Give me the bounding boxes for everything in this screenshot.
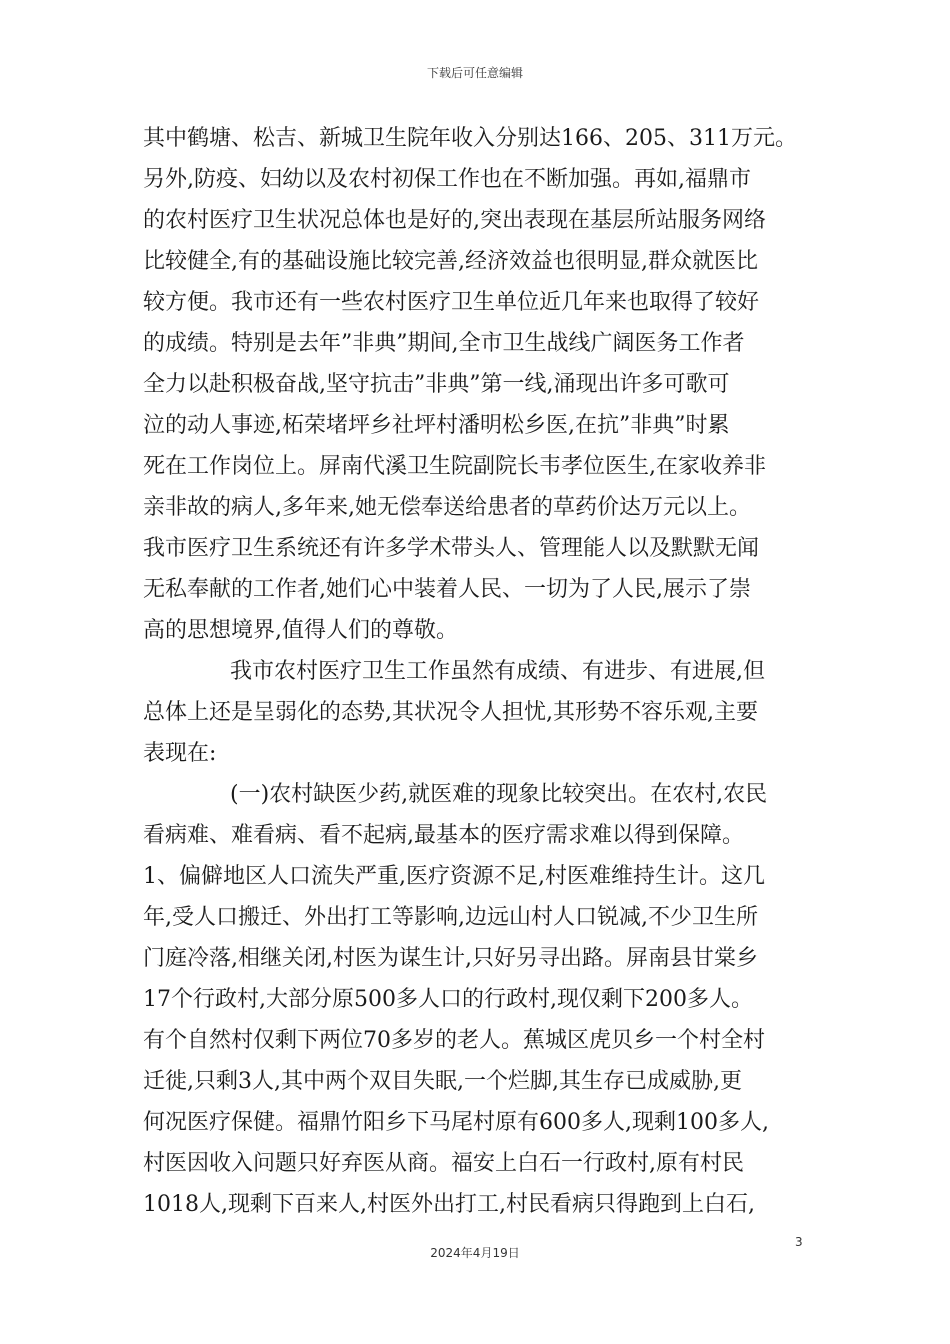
text-line: 17个行政村,大部分原500多人口的行政村,现仅剩下200多人。	[143, 987, 753, 1012]
text-line: 无私奉献的工作者,她们心中装着人民、一切为了人民,展示了崇	[143, 577, 751, 602]
text-line: 村医因收入问题只好弃医从商。福安上白石一行政村,原有村民	[143, 1151, 744, 1176]
text-line: 另外,防疫、妇幼以及农村初保工作也在不断加强。再如,福鼎市	[143, 167, 751, 192]
text-line: 门庭冷落,相继关闭,村医为谋生计,只好另寻出路。屏南县甘棠乡	[143, 946, 758, 971]
text-line: 的成绩。特别是去年”非典”期间,全市卫生战线广阔医务工作者	[143, 331, 745, 356]
text-line: 有个自然村仅剩下两位70多岁的老人。蕉城区虎贝乡一个村全村	[143, 1028, 765, 1053]
page-number: 3	[795, 1235, 803, 1249]
text-line: 年,受人口搬迁、外出打工等影响,边远山村人口锐减,不少卫生所	[143, 905, 758, 930]
page-footer-date: 2024年4月19日	[430, 1246, 520, 1260]
text-line: 比较健全,有的基础设施比较完善,经济效益也很明显,群众就医比	[143, 249, 758, 274]
section-heading-line: (一)农村缺医少药,就医难的现象比较突出。在农村,农民	[230, 782, 768, 807]
text-line: 泣的动人事迹,柘荣堵坪乡社坪村潘明松乡医,在抗”非典”时累	[143, 413, 730, 438]
page-header: 下载后可任意编辑	[426, 66, 523, 80]
text-line: 全力以赴积极奋战,坚守抗击”非典”第一线,涌现出许多可歌可	[143, 372, 730, 397]
text-line: 1018人,现剩下百来人,村医外出打工,村民看病只得跑到上白石,	[143, 1192, 755, 1217]
text-line: 1、偏僻地区人口流失严重,医疗资源不足,村医难维持生计。这几	[143, 864, 765, 889]
document-body	[143, 118, 805, 1225]
text-line: 其中鹤塘、松吉、新城卫生院年收入分别达166、205、311万元。	[143, 126, 797, 151]
text-line: 迁徙,只剩3人,其中两个双目失眠,一个烂脚,其生存已成威胁,更	[143, 1069, 742, 1094]
text-line: 我市医疗卫生系统还有许多学术带头人、管理能人以及默默无闻	[143, 536, 760, 561]
text-line: 的农村医疗卫生状况总体也是好的,突出表现在基层所站服务网络	[143, 208, 766, 233]
text-line: 表现在:	[143, 741, 217, 766]
text-line: 高的思想境界,值得人们的尊敬。	[143, 618, 458, 643]
paragraph-first-line: 我市农村医疗卫生工作虽然有成绩、有进步、有进展,但	[230, 659, 765, 684]
text-line: 较方便。我市还有一些农村医疗卫生单位近几年来也取得了较好	[143, 290, 760, 315]
text-line: 看病难、难看病、看不起病,最基本的医疗需求难以得到保障。	[143, 823, 744, 848]
text-line: 总体上还是呈弱化的态势,其状况令人担忧,其形势不容乐观,主要	[143, 700, 758, 725]
text-line: 何况医疗保健。福鼎竹阳乡下马尾村原有600多人,现剩100多人,	[143, 1110, 769, 1135]
text-line: 死在工作岗位上。屏南代溪卫生院副院长韦孝位医生,在家收养非	[143, 454, 766, 479]
text-line: 亲非故的病人,多年来,她无偿奉送给患者的草药价达万元以上。	[143, 495, 751, 520]
